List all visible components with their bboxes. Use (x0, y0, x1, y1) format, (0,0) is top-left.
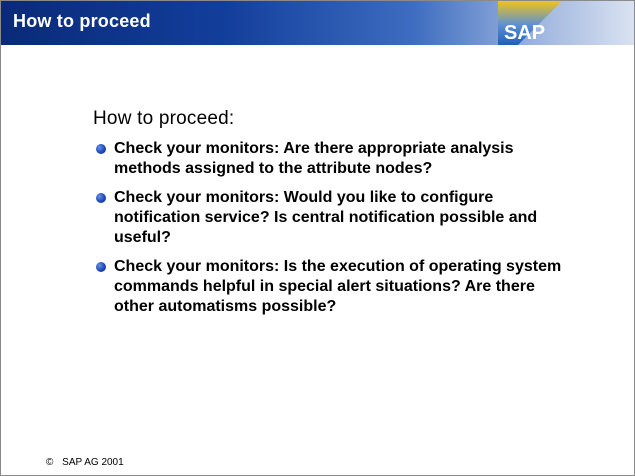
bullet-item (93, 188, 573, 248)
footer-text: SAP AG 2001 (62, 457, 124, 468)
bullet-text: Check your monitors: Would you like to configure notification service? Is central notification possible and useful? (114, 189, 538, 246)
subheading: How to proceed: (93, 108, 235, 129)
bullet-item (93, 139, 573, 179)
bullet-dot-icon (96, 262, 106, 272)
bullet-dot-icon (96, 144, 106, 154)
sap-logo-text: SAP (504, 22, 546, 44)
bullet-text: Check your monitors: Are there appropriate analysis methods assigned to the attribute nodes? (114, 140, 514, 177)
header-bar (1, 1, 634, 45)
bullet-text: Check your monitors: Is the execution of operating system commands helpful in special alert situations? Are there other automatisms possible? (114, 258, 562, 315)
bullet-dot-icon (96, 193, 106, 203)
bullet-item (93, 257, 573, 317)
bullet-list (93, 139, 573, 326)
copyright-icon: © (46, 457, 54, 468)
footer (46, 457, 124, 468)
slide-title: How to proceed (13, 11, 151, 31)
sap-logo (498, 1, 562, 45)
